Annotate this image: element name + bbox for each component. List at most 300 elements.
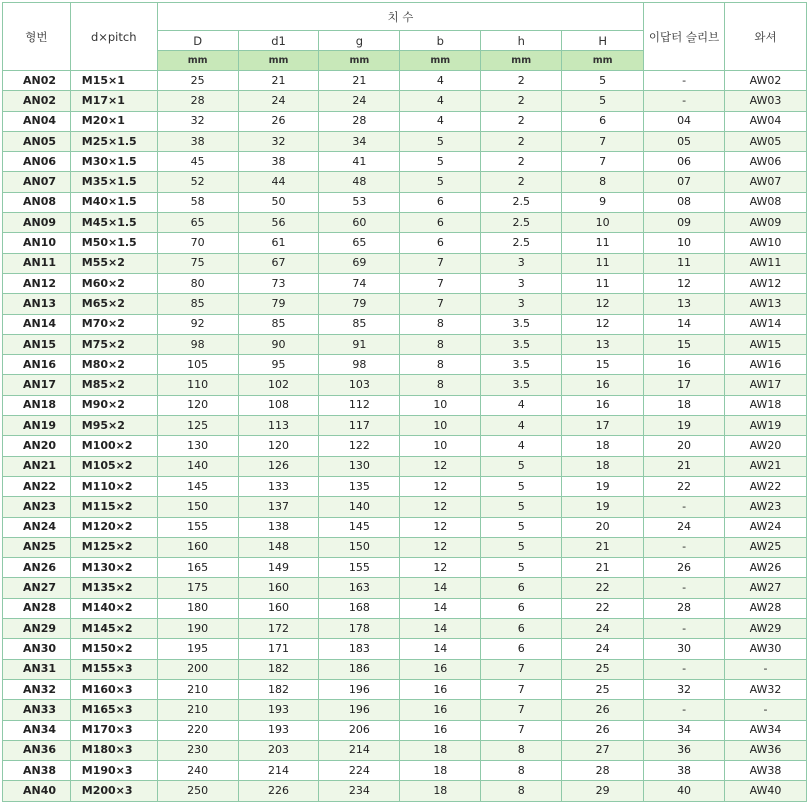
- table-row: [3, 639, 807, 659]
- table-row: [3, 619, 807, 639]
- cell-b: 8: [400, 334, 481, 354]
- table-row: [3, 375, 807, 395]
- cell-d1: 193: [238, 700, 319, 720]
- cell-d1: 85: [238, 314, 319, 334]
- cell-model: AN13: [3, 294, 71, 314]
- cell-g: 74: [319, 273, 400, 293]
- cell-h: 2.5: [481, 192, 562, 212]
- cell-washer: AW13: [725, 294, 807, 314]
- cell-H: 21: [562, 558, 644, 578]
- cell-b: 16: [400, 679, 481, 699]
- cell-d1: 193: [238, 720, 319, 740]
- cell-thread: M125×2: [70, 537, 157, 557]
- cell-h: 2: [481, 71, 562, 91]
- cell-d1: 203: [238, 740, 319, 760]
- cell-H: 27: [562, 740, 644, 760]
- cell-d1: 137: [238, 497, 319, 517]
- cell-thread: M90×2: [70, 395, 157, 415]
- table-row: [3, 91, 807, 111]
- cell-H: 18: [562, 436, 644, 456]
- table-row: [3, 273, 807, 293]
- cell-g: 60: [319, 213, 400, 233]
- cell-g: 178: [319, 619, 400, 639]
- cell-adapter-sleeve: 32: [644, 679, 725, 699]
- cell-b: 12: [400, 558, 481, 578]
- unit-label: mm: [238, 51, 319, 71]
- cell-D: 220: [157, 720, 238, 740]
- cell-h: 4: [481, 416, 562, 436]
- cell-h: 5: [481, 558, 562, 578]
- cell-d1: 95: [238, 355, 319, 375]
- cell-adapter-sleeve: 40: [644, 781, 725, 801]
- table-row: [3, 740, 807, 760]
- cell-model: AN16: [3, 355, 71, 375]
- cell-d1: 73: [238, 273, 319, 293]
- cell-b: 14: [400, 598, 481, 618]
- cell-thread: M25×1.5: [70, 131, 157, 151]
- cell-H: 16: [562, 395, 644, 415]
- cell-model: AN26: [3, 558, 71, 578]
- cell-b: 8: [400, 314, 481, 334]
- cell-washer: AW21: [725, 456, 807, 476]
- cell-b: 12: [400, 537, 481, 557]
- cell-g: 79: [319, 294, 400, 314]
- cell-d1: 44: [238, 172, 319, 192]
- cell-g: 140: [319, 497, 400, 517]
- cell-thread: M115×2: [70, 497, 157, 517]
- table-row: [3, 456, 807, 476]
- cell-D: 145: [157, 476, 238, 496]
- cell-model: AN17: [3, 375, 71, 395]
- spec-table: [2, 2, 807, 802]
- table-row: [3, 131, 807, 151]
- cell-D: 125: [157, 416, 238, 436]
- cell-H: 11: [562, 253, 644, 273]
- cell-D: 200: [157, 659, 238, 679]
- cell-D: 120: [157, 395, 238, 415]
- cell-model: AN34: [3, 720, 71, 740]
- cell-D: 250: [157, 781, 238, 801]
- cell-thread: M150×2: [70, 639, 157, 659]
- table-row: [3, 192, 807, 212]
- table-row: [3, 558, 807, 578]
- cell-H: 8: [562, 172, 644, 192]
- header-col-d1: d1: [238, 31, 319, 51]
- unit-label: mm: [562, 51, 644, 71]
- cell-h: 7: [481, 720, 562, 740]
- cell-b: 12: [400, 497, 481, 517]
- cell-D: 92: [157, 314, 238, 334]
- cell-adapter-sleeve: 04: [644, 111, 725, 131]
- header-col-D: D: [157, 31, 238, 51]
- cell-d1: 90: [238, 334, 319, 354]
- cell-washer: AW32: [725, 679, 807, 699]
- cell-d1: 38: [238, 152, 319, 172]
- cell-g: 85: [319, 314, 400, 334]
- cell-washer: AW04: [725, 111, 807, 131]
- cell-model: AN38: [3, 761, 71, 781]
- cell-b: 14: [400, 619, 481, 639]
- cell-model: AN02: [3, 71, 71, 91]
- cell-washer: AW03: [725, 91, 807, 111]
- unit-label: mm: [157, 51, 238, 71]
- cell-g: 117: [319, 416, 400, 436]
- cell-g: 112: [319, 395, 400, 415]
- cell-washer: AW15: [725, 334, 807, 354]
- header-adapter-sleeve: 이답터 슬리브: [644, 3, 725, 71]
- cell-adapter-sleeve: 15: [644, 334, 725, 354]
- table-row: [3, 355, 807, 375]
- cell-D: 32: [157, 111, 238, 131]
- cell-washer: AW08: [725, 192, 807, 212]
- cell-washer: AW28: [725, 598, 807, 618]
- cell-h: 2: [481, 91, 562, 111]
- cell-H: 16: [562, 375, 644, 395]
- header-dimensions: 치 수: [157, 3, 643, 31]
- cell-b: 18: [400, 740, 481, 760]
- cell-adapter-sleeve: -: [644, 497, 725, 517]
- cell-washer: AW36: [725, 740, 807, 760]
- cell-washer: AW05: [725, 131, 807, 151]
- cell-adapter-sleeve: 13: [644, 294, 725, 314]
- cell-h: 3.5: [481, 314, 562, 334]
- cell-model: AN14: [3, 314, 71, 334]
- cell-b: 4: [400, 71, 481, 91]
- cell-d1: 171: [238, 639, 319, 659]
- cell-model: AN09: [3, 213, 71, 233]
- cell-h: 3.5: [481, 334, 562, 354]
- cell-b: 7: [400, 253, 481, 273]
- cell-model: AN40: [3, 781, 71, 801]
- cell-g: 53: [319, 192, 400, 212]
- cell-h: 8: [481, 761, 562, 781]
- cell-h: 2.5: [481, 213, 562, 233]
- cell-H: 18: [562, 456, 644, 476]
- cell-H: 7: [562, 152, 644, 172]
- cell-g: 98: [319, 355, 400, 375]
- cell-thread: M15×1: [70, 71, 157, 91]
- cell-g: 122: [319, 436, 400, 456]
- cell-washer: AW14: [725, 314, 807, 334]
- cell-b: 14: [400, 639, 481, 659]
- cell-adapter-sleeve: 11: [644, 253, 725, 273]
- cell-g: 24: [319, 91, 400, 111]
- cell-b: 8: [400, 355, 481, 375]
- cell-h: 3: [481, 294, 562, 314]
- cell-model: AN02: [3, 91, 71, 111]
- cell-model: AN29: [3, 619, 71, 639]
- cell-h: 4: [481, 395, 562, 415]
- cell-b: 8: [400, 375, 481, 395]
- cell-b: 18: [400, 761, 481, 781]
- cell-b: 10: [400, 395, 481, 415]
- cell-model: AN24: [3, 517, 71, 537]
- cell-H: 11: [562, 233, 644, 253]
- cell-model: AN23: [3, 497, 71, 517]
- header-col-h: h: [481, 31, 562, 51]
- cell-h: 6: [481, 619, 562, 639]
- cell-H: 12: [562, 314, 644, 334]
- cell-d1: 160: [238, 578, 319, 598]
- table-row: [3, 213, 807, 233]
- cell-D: 105: [157, 355, 238, 375]
- cell-model: AN06: [3, 152, 71, 172]
- cell-adapter-sleeve: 09: [644, 213, 725, 233]
- cell-D: 195: [157, 639, 238, 659]
- cell-d1: 214: [238, 761, 319, 781]
- cell-H: 24: [562, 619, 644, 639]
- cell-model: AN30: [3, 639, 71, 659]
- cell-h: 2: [481, 111, 562, 131]
- cell-b: 18: [400, 781, 481, 801]
- cell-thread: M190×3: [70, 761, 157, 781]
- cell-model: AN21: [3, 456, 71, 476]
- cell-b: 16: [400, 700, 481, 720]
- cell-d1: 182: [238, 679, 319, 699]
- cell-g: 163: [319, 578, 400, 598]
- cell-d1: 108: [238, 395, 319, 415]
- cell-H: 6: [562, 111, 644, 131]
- cell-H: 24: [562, 639, 644, 659]
- cell-adapter-sleeve: 30: [644, 639, 725, 659]
- cell-thread: M105×2: [70, 456, 157, 476]
- cell-model: AN36: [3, 740, 71, 760]
- table-row: [3, 395, 807, 415]
- table-row: [3, 761, 807, 781]
- cell-model: AN32: [3, 679, 71, 699]
- cell-model: AN10: [3, 233, 71, 253]
- cell-adapter-sleeve: 36: [644, 740, 725, 760]
- cell-thread: M20×1: [70, 111, 157, 131]
- cell-model: AN12: [3, 273, 71, 293]
- cell-thread: M40×1.5: [70, 192, 157, 212]
- cell-thread: M155×3: [70, 659, 157, 679]
- cell-thread: M165×3: [70, 700, 157, 720]
- cell-thread: M17×1: [70, 91, 157, 111]
- cell-H: 21: [562, 537, 644, 557]
- cell-g: 69: [319, 253, 400, 273]
- table-row: [3, 700, 807, 720]
- cell-adapter-sleeve: 08: [644, 192, 725, 212]
- table-row: [3, 781, 807, 801]
- cell-h: 3: [481, 253, 562, 273]
- cell-adapter-sleeve: 21: [644, 456, 725, 476]
- cell-h: 8: [481, 740, 562, 760]
- cell-h: 5: [481, 537, 562, 557]
- cell-h: 6: [481, 598, 562, 618]
- cell-thread: M50×1.5: [70, 233, 157, 253]
- cell-D: 65: [157, 213, 238, 233]
- cell-b: 12: [400, 476, 481, 496]
- table-row: [3, 578, 807, 598]
- cell-b: 5: [400, 152, 481, 172]
- cell-model: AN28: [3, 598, 71, 618]
- cell-b: 12: [400, 517, 481, 537]
- cell-model: AN08: [3, 192, 71, 212]
- cell-g: 224: [319, 761, 400, 781]
- cell-H: 26: [562, 700, 644, 720]
- cell-g: 48: [319, 172, 400, 192]
- cell-b: 16: [400, 659, 481, 679]
- cell-washer: AW06: [725, 152, 807, 172]
- cell-d1: 120: [238, 436, 319, 456]
- cell-H: 10: [562, 213, 644, 233]
- cell-thread: M135×2: [70, 578, 157, 598]
- cell-g: 21: [319, 71, 400, 91]
- cell-model: AN19: [3, 416, 71, 436]
- cell-washer: AW20: [725, 436, 807, 456]
- cell-adapter-sleeve: 14: [644, 314, 725, 334]
- cell-adapter-sleeve: 28: [644, 598, 725, 618]
- cell-b: 6: [400, 192, 481, 212]
- cell-b: 12: [400, 456, 481, 476]
- cell-thread: M145×2: [70, 619, 157, 639]
- cell-h: 4: [481, 436, 562, 456]
- cell-d1: 56: [238, 213, 319, 233]
- cell-b: 16: [400, 720, 481, 740]
- cell-D: 230: [157, 740, 238, 760]
- header-model: 형번: [3, 3, 71, 71]
- cell-thread: M35×1.5: [70, 172, 157, 192]
- cell-h: 6: [481, 578, 562, 598]
- cell-D: 28: [157, 91, 238, 111]
- cell-adapter-sleeve: 38: [644, 761, 725, 781]
- cell-D: 80: [157, 273, 238, 293]
- cell-washer: AW09: [725, 213, 807, 233]
- cell-thread: M160×3: [70, 679, 157, 699]
- cell-g: 196: [319, 700, 400, 720]
- cell-washer: AW10: [725, 233, 807, 253]
- cell-g: 91: [319, 334, 400, 354]
- cell-D: 70: [157, 233, 238, 253]
- cell-thread: M170×3: [70, 720, 157, 740]
- cell-D: 175: [157, 578, 238, 598]
- cell-washer: AW12: [725, 273, 807, 293]
- cell-H: 25: [562, 679, 644, 699]
- cell-adapter-sleeve: 20: [644, 436, 725, 456]
- cell-d1: 102: [238, 375, 319, 395]
- cell-g: 28: [319, 111, 400, 131]
- cell-b: 6: [400, 213, 481, 233]
- cell-washer: AW38: [725, 761, 807, 781]
- cell-D: 210: [157, 700, 238, 720]
- cell-H: 13: [562, 334, 644, 354]
- cell-adapter-sleeve: 16: [644, 355, 725, 375]
- cell-washer: AW07: [725, 172, 807, 192]
- cell-g: 183: [319, 639, 400, 659]
- cell-g: 214: [319, 740, 400, 760]
- cell-thread: M65×2: [70, 294, 157, 314]
- cell-thread: M75×2: [70, 334, 157, 354]
- cell-g: 65: [319, 233, 400, 253]
- cell-d1: 148: [238, 537, 319, 557]
- cell-d1: 126: [238, 456, 319, 476]
- cell-adapter-sleeve: -: [644, 578, 725, 598]
- table-row: [3, 314, 807, 334]
- cell-model: AN15: [3, 334, 71, 354]
- cell-adapter-sleeve: 34: [644, 720, 725, 740]
- cell-d1: 61: [238, 233, 319, 253]
- table-row: [3, 537, 807, 557]
- cell-washer: AW02: [725, 71, 807, 91]
- cell-D: 25: [157, 71, 238, 91]
- cell-d1: 138: [238, 517, 319, 537]
- cell-adapter-sleeve: 10: [644, 233, 725, 253]
- cell-g: 130: [319, 456, 400, 476]
- cell-H: 17: [562, 416, 644, 436]
- cell-washer: AW40: [725, 781, 807, 801]
- cell-thread: M95×2: [70, 416, 157, 436]
- cell-g: 103: [319, 375, 400, 395]
- cell-D: 240: [157, 761, 238, 781]
- cell-washer: AW22: [725, 476, 807, 496]
- cell-washer: -: [725, 700, 807, 720]
- cell-h: 2: [481, 131, 562, 151]
- cell-H: 19: [562, 497, 644, 517]
- cell-g: 196: [319, 679, 400, 699]
- cell-model: AN27: [3, 578, 71, 598]
- cell-d1: 149: [238, 558, 319, 578]
- cell-D: 52: [157, 172, 238, 192]
- cell-H: 28: [562, 761, 644, 781]
- unit-label: mm: [400, 51, 481, 71]
- cell-thread: M100×2: [70, 436, 157, 456]
- cell-D: 150: [157, 497, 238, 517]
- cell-h: 8: [481, 781, 562, 801]
- cell-adapter-sleeve: 07: [644, 172, 725, 192]
- cell-D: 75: [157, 253, 238, 273]
- cell-h: 7: [481, 679, 562, 699]
- unit-label: mm: [481, 51, 562, 71]
- table-row: [3, 416, 807, 436]
- cell-model: AN20: [3, 436, 71, 456]
- cell-model: AN18: [3, 395, 71, 415]
- cell-g: 41: [319, 152, 400, 172]
- table-row: [3, 152, 807, 172]
- cell-H: 5: [562, 91, 644, 111]
- cell-washer: AW26: [725, 558, 807, 578]
- cell-washer: AW34: [725, 720, 807, 740]
- cell-h: 7: [481, 700, 562, 720]
- cell-D: 130: [157, 436, 238, 456]
- cell-h: 3.5: [481, 375, 562, 395]
- cell-washer: AW18: [725, 395, 807, 415]
- cell-d1: 67: [238, 253, 319, 273]
- cell-adapter-sleeve: 18: [644, 395, 725, 415]
- cell-H: 29: [562, 781, 644, 801]
- cell-thread: M85×2: [70, 375, 157, 395]
- cell-b: 5: [400, 172, 481, 192]
- cell-b: 7: [400, 294, 481, 314]
- cell-washer: AW16: [725, 355, 807, 375]
- cell-b: 10: [400, 436, 481, 456]
- table-row: [3, 598, 807, 618]
- cell-adapter-sleeve: 22: [644, 476, 725, 496]
- cell-H: 26: [562, 720, 644, 740]
- table-row: [3, 334, 807, 354]
- cell-g: 186: [319, 659, 400, 679]
- cell-d1: 113: [238, 416, 319, 436]
- cell-d1: 226: [238, 781, 319, 801]
- cell-washer: -: [725, 659, 807, 679]
- cell-D: 155: [157, 517, 238, 537]
- cell-d1: 160: [238, 598, 319, 618]
- cell-adapter-sleeve: -: [644, 700, 725, 720]
- table-row: [3, 497, 807, 517]
- cell-thread: M70×2: [70, 314, 157, 334]
- cell-thread: M30×1.5: [70, 152, 157, 172]
- table-row: [3, 720, 807, 740]
